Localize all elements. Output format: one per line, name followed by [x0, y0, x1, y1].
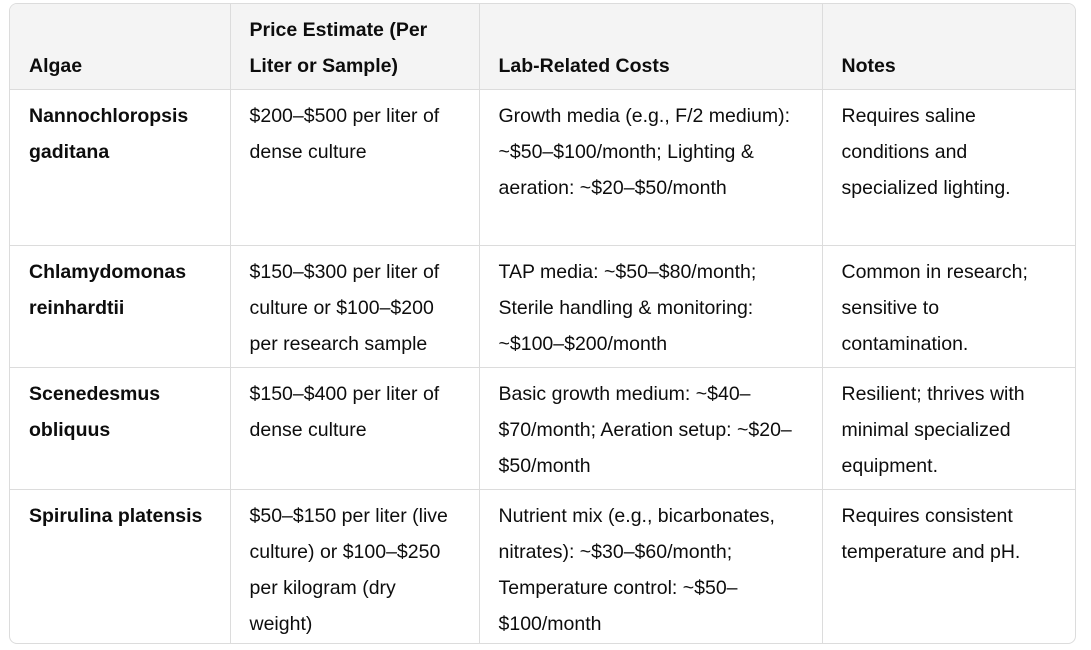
header-row	[10, 4, 1075, 90]
table-row	[10, 490, 1075, 645]
cell-price: $150–$400 per liter of dense culture	[230, 368, 479, 490]
cell-algae: Spirulina platensis	[10, 490, 230, 645]
cell-lab-costs: Basic growth medium: ~$40–$70/month; Aeration setup: ~$20–$50/month	[479, 368, 822, 490]
cell-algae: Scenedesmus obliquus	[10, 368, 230, 490]
cell-notes: Requires consistent temperature and pH.	[841, 505, 1021, 563]
cell-price: $150–$300 per liter of culture or $100–$200 per research sample	[230, 246, 479, 368]
header-lab-costs: Lab-Related Costs	[479, 4, 822, 90]
cell-notes: Requires saline conditions and specialized lighting.	[822, 90, 1075, 246]
header-price-estimate: Price Estimate (Per Liter or Sample)	[230, 4, 479, 90]
table-row	[10, 368, 1075, 490]
header-algae: Algae	[10, 4, 230, 90]
cell-notes: Common in research; sensitive to contamination.	[822, 246, 1075, 368]
header-notes: Notes	[822, 4, 1075, 90]
algae-cost-table	[10, 4, 1075, 644]
cell-algae: Nannochloropsis gaditana	[10, 90, 230, 246]
cell-lab-costs: Nutrient mix (e.g., bicarbonates, nitrates): ~$30–$60/month; Temperature control: ~$50–$100/month	[479, 490, 822, 645]
cell-price: $200–$500 per liter of dense culture	[230, 90, 479, 246]
cell-notes: Resilient; thrives with minimal specialized equipment.	[822, 368, 1075, 490]
table-row	[10, 246, 1075, 368]
cell-algae: Chlamydomonas reinhardtii	[10, 246, 230, 368]
algae-cost-table-container	[9, 3, 1076, 644]
cell-lab-costs: TAP media: ~$50–$80/month; Sterile handling & monitoring: ~$100–$200/month	[479, 246, 822, 368]
table-body	[10, 90, 1075, 645]
cell-price: $50–$150 per liter (live culture) or $100–$250 per kilogram (dry weight)	[230, 490, 479, 645]
table-row	[10, 90, 1075, 246]
table-header	[10, 4, 1075, 90]
cell-lab-costs: Growth media (e.g., F/2 medium): ~$50–$100/month; Lighting & aeration: ~$20–$50/month	[479, 90, 822, 246]
